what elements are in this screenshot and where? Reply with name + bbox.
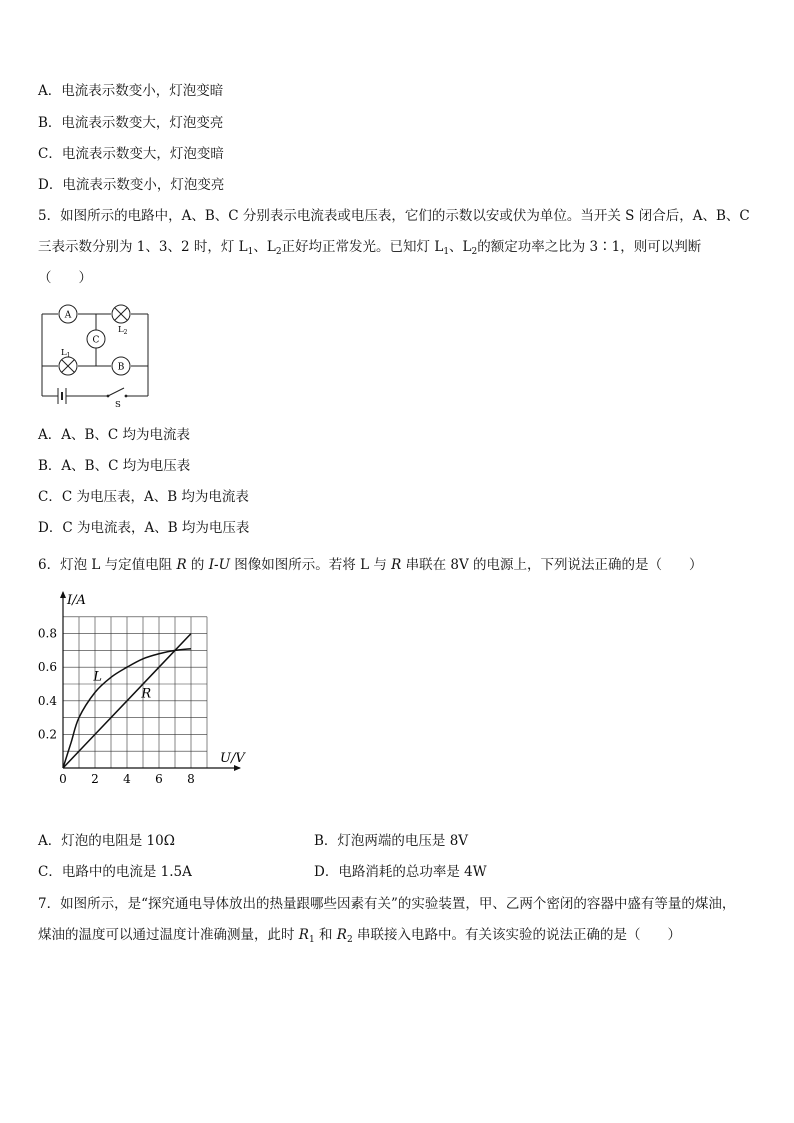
lamp-l2 — [112, 305, 130, 336]
q6-option-c: C．电路中的电流是 1.5A — [38, 864, 192, 880]
y-axis-label: I/A — [67, 593, 86, 608]
iu-chart — [30, 588, 260, 793]
q4-option-c: C．电流表示数变大，灯泡变暗 — [38, 146, 224, 162]
q5-option-c: C．C 为电压表，A、B 均为电流表 — [38, 489, 249, 505]
x-axis-label: U/V — [220, 751, 245, 766]
y-tick-label: 0.8 — [37, 626, 57, 641]
q5-circuit-diagram — [36, 298, 156, 408]
q6-option-d: D．电路消耗的总功率是 4W — [314, 864, 487, 880]
y-tick-label: 0.4 — [37, 693, 57, 708]
q5-stem-line1: 5．如图所示的电路中，A、B、C 分别表示电流表或电压表，它们的示数以安或伏为单位。当开关 S 闭合后，A、B、C — [38, 208, 750, 224]
q4-option-b: B．电流表示数变大，灯泡变亮 — [38, 115, 224, 131]
series-label-l: L — [93, 669, 103, 685]
series-label-r: R — [141, 686, 152, 702]
q5-stem-line2: 三表示数分别为 1、3、2 时，灯 $L_1$、$L_2$正好均正常发光。已知灯 $L_1$、$L_2$的额定功率之比为 3∶1，则可以判断 — [38, 239, 702, 257]
y-tick-label: 0.2 — [37, 727, 57, 742]
q6-option-a: A．灯泡的电阻是 10Ω — [38, 833, 175, 849]
svg-text:C: C — [92, 335, 100, 346]
x-tick-label: 4 — [123, 772, 131, 786]
meter-c — [87, 330, 105, 348]
q6-option-b: B．灯泡两端的电压是 8V — [314, 833, 469, 849]
y-tick-label: 0.6 — [37, 660, 57, 675]
switch-label: S — [115, 400, 121, 408]
x-tick-label: 2 — [91, 772, 99, 786]
svg-text:A: A — [64, 310, 72, 321]
q5-option-b: B．A、B、C 均为电压表 — [38, 458, 191, 474]
lamp-l1 — [59, 348, 77, 375]
q4-option-d: D．电流表示数变小，灯泡变亮 — [38, 177, 225, 193]
meter-a — [59, 305, 77, 323]
q7-stem-line1: 7．如图所示，是“探究通电导体放出的热量跟哪些因素有关”的实验装置，甲、乙两个密闭的容器中盛有等量的煤油， — [38, 896, 736, 912]
svg-text:L1: $L_1$ — [61, 348, 71, 359]
svg-text:L2: $L_2$ — [118, 325, 128, 336]
x-tick-label: 8 — [187, 772, 195, 786]
q5-answer-bracket: （ ） — [38, 270, 92, 286]
q5-option-a: A．A、B、C 均为电流表 — [38, 427, 191, 443]
q4-option-a: A．电流表示数变小，灯泡变暗 — [38, 83, 224, 99]
q5-option-d: D．C 为电流表，A、B 均为电压表 — [38, 520, 250, 536]
svg-text:B: B — [117, 362, 125, 373]
x-tick-label: 6 — [155, 772, 163, 786]
q6-stem: 6．灯泡 L 与定值电阻 R 的 I-U 图像如图所示。若将 L 与 R 串联在 8V 的电源上，下列说法正确的是（ ） — [38, 557, 703, 573]
meter-b — [112, 357, 130, 375]
q7-stem-line2: 煤油的温度可以通过温度计准确测量，此时 $R_1$ 和 $R_2$ 串联接入电路中。有关该实验的说法正确的是（ ） — [38, 927, 681, 945]
origin-label: 0 — [59, 772, 67, 786]
